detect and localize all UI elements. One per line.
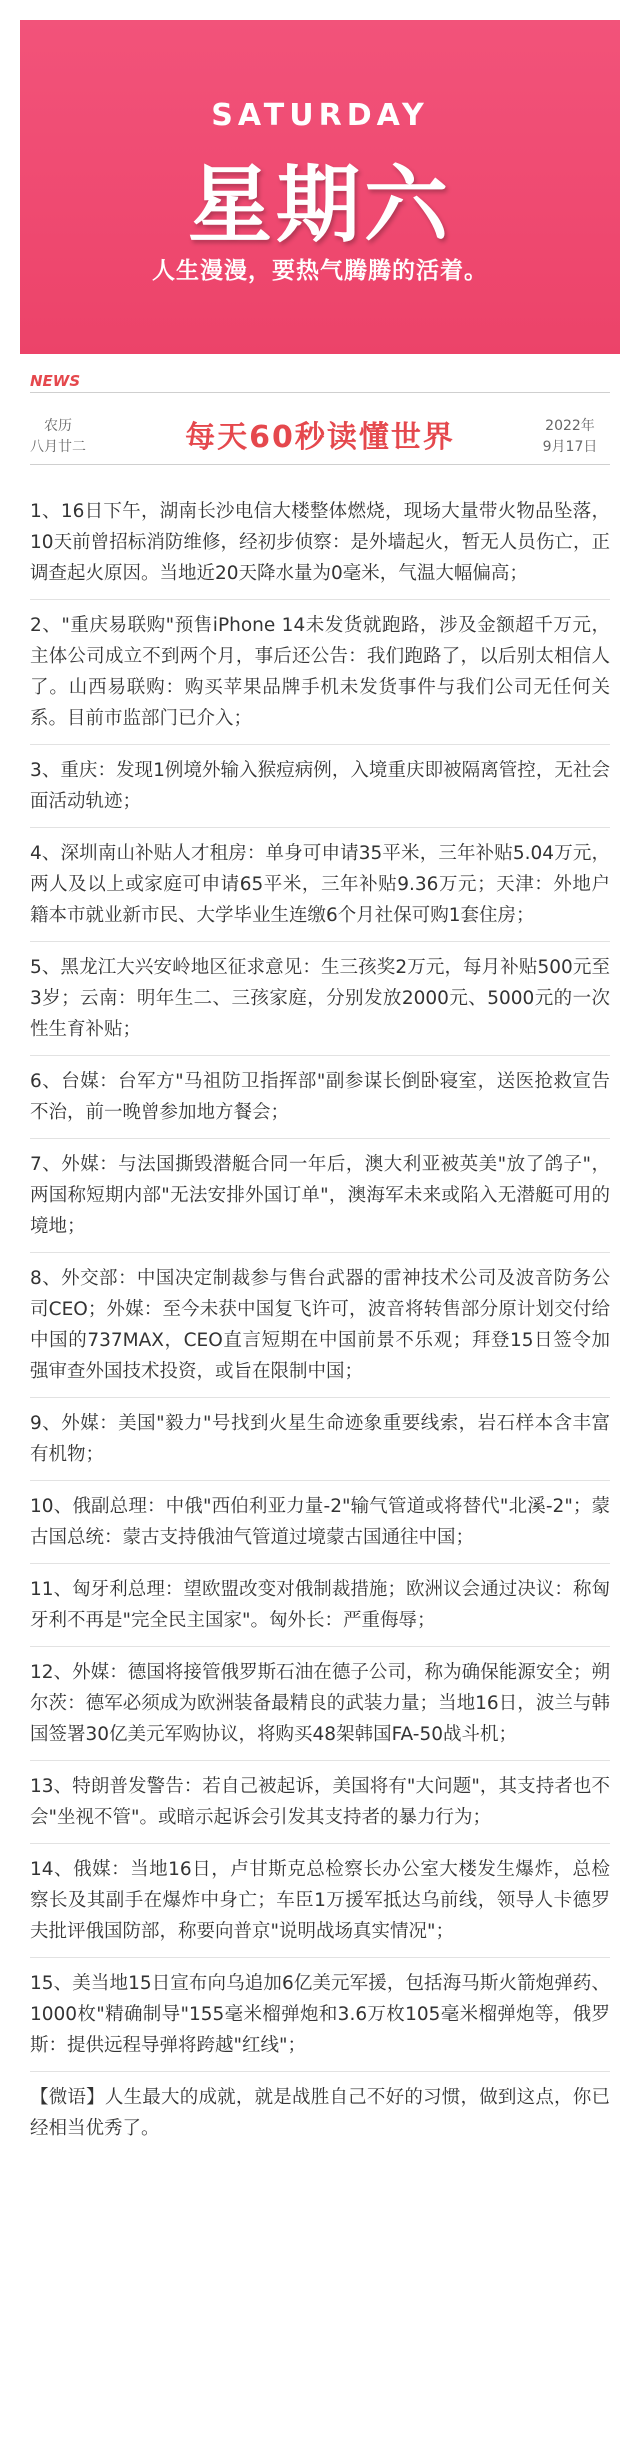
date-day: 9月17日	[542, 439, 598, 455]
news-item: 14、俄媒：当地16日，卢甘斯克总检察长办公室大楼发生爆炸，总检察长及其副手在爆炸中身亡；车臣1万援军抵达乌前线，领导人卡德罗夫批评俄国防部，称要向普京"说明战场真实情况"；	[30, 1844, 610, 1958]
divider-top	[30, 392, 610, 393]
lunar-day: 八月廿二	[30, 439, 86, 455]
news-item: 9、外媒：美国"毅力"号找到火星生命迹象重要线索，岩石样本含丰富有机物；	[30, 1398, 610, 1481]
news-item: 4、深圳南山补贴人才租房：单身可申请35平米，三年补贴5.04万元，两人及以上或家庭可申请65平米，三年补贴9.36万元；天津：外地户籍本市就业新市民、大学毕业生连缴6个月社保可购1套住房；	[30, 828, 610, 942]
news-item: 11、匈牙利总理：望欧盟改变对俄制裁措施；欧洲议会通过决议：称匈牙利不再是"完全民主国家"。匈外长：严重侮辱；	[30, 1564, 610, 1647]
news-tag: NEWS	[30, 372, 81, 390]
news-item: 6、台媒：台军方"马祖防卫指挥部"副参谋长倒卧寝室，送医抢救宣告不治，前一晚曾参加地方餐会；	[30, 1056, 610, 1139]
banner-slogan: 人生漫漫，要热气腾腾的活着。	[152, 258, 488, 284]
news-item: 5、黑龙江大兴安岭地区征求意见：生三孩奖2万元，每月补贴500元至3岁；云南：明年生二、三孩家庭，分别发放2000元、5000元的一次性生育补贴；	[30, 942, 610, 1056]
news-item: 1、16日下午，湖南长沙电信大楼整体燃烧，现场大量带火物品坠落，10天前曾招标消防维修，经初步侦察：是外墙起火，暂无人员伤亡，正调查起火原因。当地近20天降水量为0毫米，气温大幅偏高；	[30, 486, 610, 600]
news-item: 7、外媒：与法国撕毁潜艇合同一年后，澳大利亚被英美"放了鸽子"，两国称短期内部"无法安排外国订单"，澳海军未来或陷入无潜艇可用的境地；	[30, 1139, 610, 1253]
date-year: 2022年	[545, 418, 595, 434]
header-banner	[20, 20, 620, 354]
news-item: 2、"重庆易联购"预售iPhone 14未发货就跑路，涉及金额超千万元，主体公司成立不到两个月，事后还公告：我们跑路了，以后别太相信人了。山西易联购：购买苹果品牌手机未发货事件与我们公司无任何关系。目前市监部门已介入；	[30, 600, 610, 745]
news-list	[30, 486, 610, 2154]
lunar-label: 农历	[44, 418, 72, 434]
weekday-chinese: 星期六	[187, 156, 452, 254]
gregorian-date	[530, 416, 610, 458]
news-item: 15、美当地15日宣布向乌追加6亿美元军援，包括海马斯火箭炮弹药、1000枚"精确制导"155毫米榴弹炮和3.6万枚105毫米榴弹炮等，俄罗斯：提供远程导弹将跨越"红线"；	[30, 1958, 610, 2072]
news-item: 13、特朗普发警告：若自己被起诉，美国将有"大问题"，其支持者也不会"坐视不管"。或暗示起诉会引发其支持者的暴力行为；	[30, 1761, 610, 1844]
news-item: 10、俄副总理：中俄"西伯利亚力量-2"输气管道或将替代"北溪-2"；蒙古国总统：蒙古支持俄油气管道过境蒙古国通往中国；	[30, 1481, 610, 1564]
page-title: 每天60秒读懂世界	[185, 420, 455, 455]
divider-bottom	[30, 464, 610, 465]
news-item: 12、外媒：德国将接管俄罗斯石油在德子公司，称为确保能源安全；朔尔茨：德军必须成为欧洲装备最精良的武装力量；当地16日，波兰与韩国签署30亿美元军购协议，将购买48架韩国FA-50战斗机；	[30, 1647, 610, 1761]
daily-quote: 【微语】人生最大的成就，就是战胜自己不好的习惯，做到这点，你已经相当优秀了。	[30, 2087, 610, 2139]
weekday-english: SATURDAY	[211, 98, 429, 133]
news-item: 8、外交部：中国决定制裁参与售台武器的雷神技术公司及波音防务公司CEO；外媒：至今未获中国复飞许可，波音将转售部分原计划交付给中国的737MAX，CEO直言短期在中国前景不乐观；拜登15日签令加强审查外国技术投资，或旨在限制中国；	[30, 1253, 610, 1398]
news-item: 3、重庆：发现1例境外输入猴痘病例，入境重庆即被隔离管控，无社会面活动轨迹；	[30, 745, 610, 828]
